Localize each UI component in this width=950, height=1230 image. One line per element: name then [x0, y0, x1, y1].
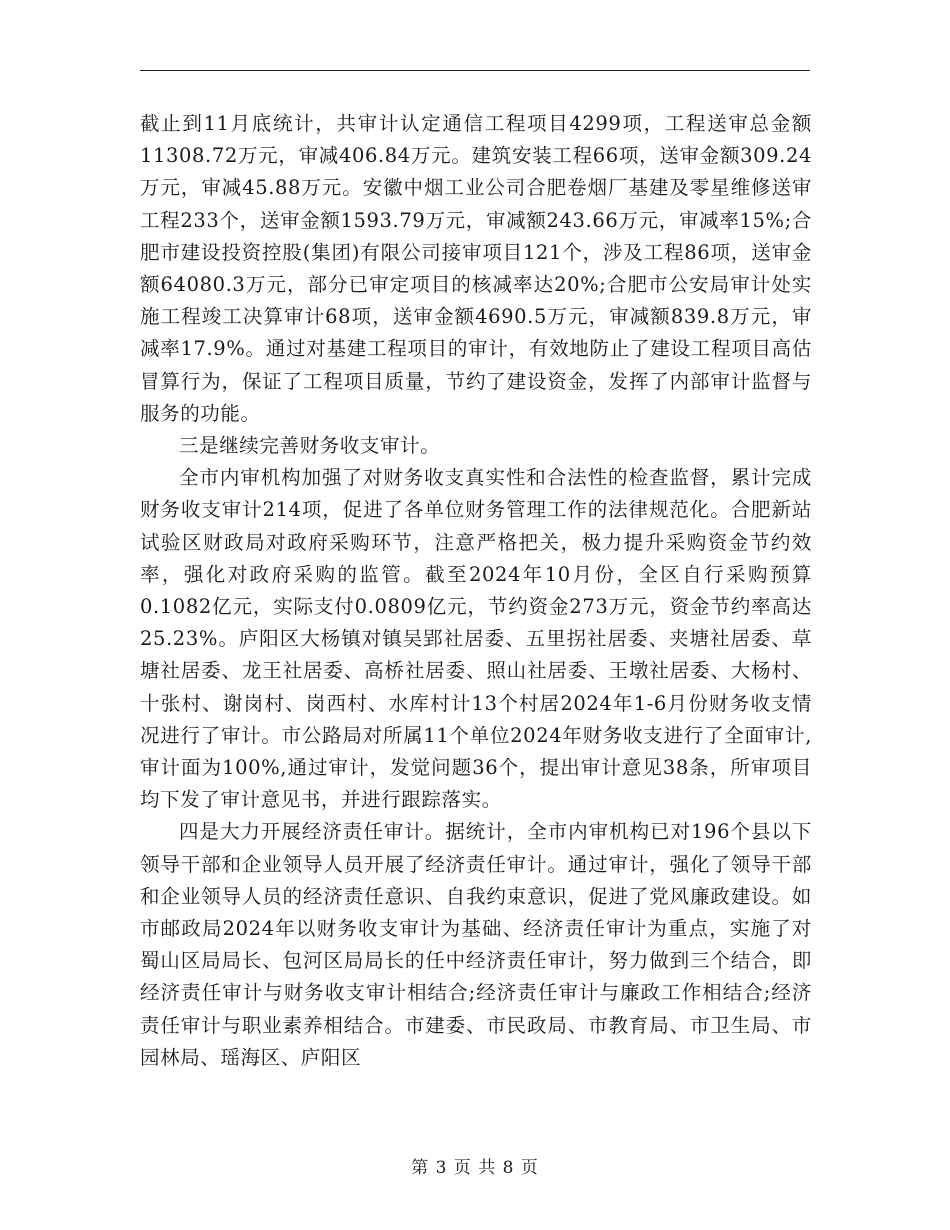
paragraph-financial-audit: 全市内审机构加强了对财务收支真实性和合法性的检查监督，累计完成财务收支审计214项，促进了各单位财务管理工作的法律规范化。合肥新站试验区财政局对政府采购环节，注意严格把关，极力提升采购资金节约效率，强化对政府采购的监管。截至2024年10月份，全区自行采购预算0.1082亿元，实际支付0.0809亿元，节约资金273万元，资金节约率高达25.23%。庐阳区大杨镇对镇吴郢社居委、五里拐社居委、夹塘社居委、草塘社居委、龙王社居委、高桥社居委、照山社居委、王墩社居委、大杨村、十张村、谢岗村、岗西村、水库村计13个村居2024年1-6月份财务收支情况进行了审计。市公路局对所属11个单位2024年财务收支进行了全面审计,审计面为100%,通过审计，发觉问题36个，提出审计意见38条，所审项目均下发了审计意见书，并进行跟踪落实。 — [140, 466, 812, 812]
header-rule — [140, 70, 810, 71]
document-body — [140, 108, 812, 1074]
page-number: 第 3 页 共 8 页 — [411, 1158, 539, 1178]
paragraph-economic-responsibility-audit: 四是大力开展经济责任审计。据统计，全市内审机构已对196个县以下领导干部和企业领导人员开展了经济责任审计。通过审计，强化了领导干部和企业领导人员的经济责任意识、自我约束意识，促进了党风廉政建设。如市邮政局2024年以财务收支审计为基础、经济责任审计为重点，实施了对蜀山区局局长、包河区局局长的任中经济责任审计，努力做到三个结合，即经济责任审计与财务收支审计相结合;经济责任审计与廉政工作相结合;经济责任审计与职业素养相结合。市建委、市民政局、市教育局、市卫生局、市园林局、瑶海区、庐阳区 — [140, 820, 812, 1069]
paragraph-engineering-audit: 截止到11月底统计，共审计认定通信工程项目4299项，工程送审总金额11308.72万元，审减406.84万元。建筑安装工程66项，送审金额309.24万元，审减45.88万元。安徽中烟工业公司合肥卷烟厂基建及零星维修送审工程233个，送审金额1593.79万元，审减额243.66万元，审减率15%;合肥市建设投资控股(集团)有限公司接审项目121个，涉及工程86项，送审金额64080.3万元，部分已审定项目的核减率达20%;合肥市公安局审计处实施工程竣工决算审计68项，送审金额4690.5万元，审减额839.8万元，审减率17.9%。通过对基建工程项目的审计，有效地防止了建设工程项目高估冒算行为，保证了工程项目质量，节约了建设资金，发挥了内部审计监督与服务的功能。 — [140, 112, 812, 425]
paragraph-heading-financial-audit: 三是继续完善财务收支审计。 — [179, 434, 441, 458]
